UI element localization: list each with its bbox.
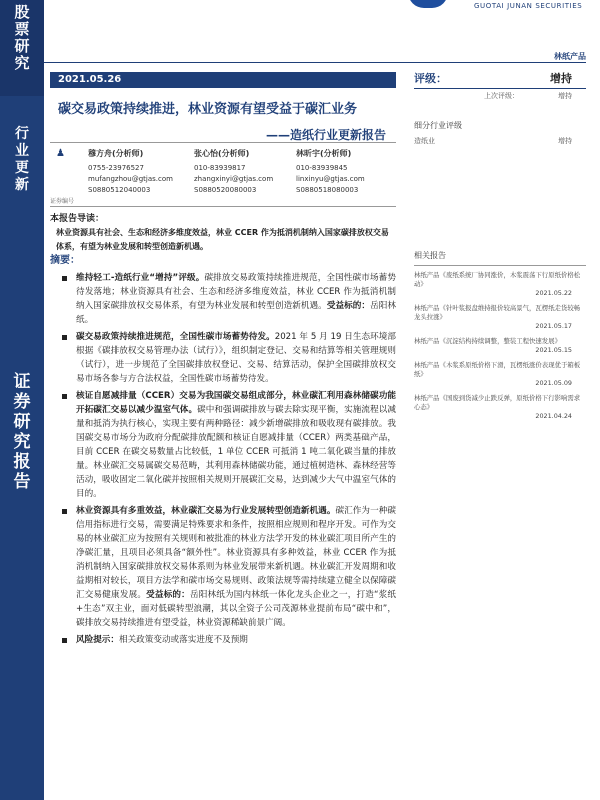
related-report-link[interactable]: 林纸产品《木浆系原纸价格下滑，瓦楞纸涨价表现优于箱板纸》: [414, 361, 581, 378]
sidebar-top-label: 股 票 研 究: [0, 0, 44, 96]
guide-heading: 本报告导读：: [50, 214, 105, 224]
related-heading: 相关报告: [414, 250, 586, 266]
summary-heading: 摘要：: [50, 255, 80, 266]
report-date: 2021.05.26: [50, 72, 396, 88]
previous-rating-label: 上次评级：: [484, 92, 519, 100]
rating-value: 增持: [550, 72, 572, 85]
related-report-date: 2021.04.24: [535, 412, 572, 420]
sidebar-report-type: 行 业 更 新: [15, 126, 29, 193]
sub-industry-heading: 细分行业评级: [414, 121, 462, 130]
rating-divider: [414, 88, 586, 89]
bullet-icon: [62, 335, 67, 340]
related-report-date: 2021.05.15: [535, 346, 572, 354]
header-category: 林纸产品: [554, 52, 586, 61]
bullet-icon: [62, 394, 67, 399]
header-divider: [44, 62, 586, 63]
sidebar-report-label: 证 券 研 究 报 告: [13, 372, 31, 492]
title-divider: [50, 142, 396, 143]
summary-bullet-1: 维持轻工-造纸行业“增持”评级。碳排放交易政策持续推进规范，全国性碳市场蓄势待发落地；林业资源具有社会、生态和经济多维度效益，林业 CCER 作为抵消机制纳入国家碳排放权交易体系，有望为林业发展和转型创造新机遇。受益标的：岳阳林纸。: [50, 271, 396, 327]
summary-bullet-3: 核证自愿减排量（CCER）交易为我国碳交易组成部分，林业碳汇利用森林储碳功能开拓碳汇交易以减少温室气体。碳中和强调碳排放与碳去除实现平衡，实施流程以减量和抵消为执行核心，实现主要有两种路径：减少新增碳排放和吸收现有碳排放。我国碳交易市场分为政府分配碳排放配额和核证自愿减排量（CCER）两类基础产品，目前 CCER 在碳交易数量占比较低，1 单位 CCER 可抵消 1 吨二氧化碳当量的排放量。林业碳汇交易属碳交易范畴，其利用森林储碳功能，通过植树造林、森林经营等活动，吸收固定二氧化碳并按照相关规则开展碳汇交易，达到减少大气中温室气体的目的。: [50, 389, 396, 501]
sub-industry-name: 造纸业: [414, 137, 435, 145]
related-report-link[interactable]: 林纸产品《沉淀结构持续调整，整装工程快速发展》: [414, 337, 561, 345]
analyst-1: 穆方舟(分析师) 0755-23976527 mufangzhou@gtjas.com S0880512040003: [88, 149, 173, 194]
bullet-icon: [62, 638, 67, 643]
related-report-link[interactable]: 林纸产品《针叶浆报盘维持报价较高景气，瓦楞纸走货较畅龙头拉涨》: [414, 304, 581, 321]
analyst-labels: 证券编号: [50, 198, 75, 205]
report-title: 碳交易政策持续推进，林业资源有望受益于碳汇业务: [58, 102, 358, 117]
logo-text: GUOTAI JUNAN SECURITIES: [474, 2, 583, 10]
related-report-date: 2021.05.22: [535, 289, 572, 297]
logo-mark: [408, 0, 448, 8]
related-reports: [414, 250, 586, 427]
summary-bullet-5: 风险提示：相关政策变动或落实进度不及预期: [50, 633, 396, 647]
guide-text: 林业资源具有社会、生态和经济多维度效益，林业 CCER 作为抵消机制纳入国家碳排放权交易体系，有望为林业发展和转型创造新机遇。: [56, 228, 389, 251]
analyst-divider: [50, 206, 396, 207]
bullet-icon: [62, 509, 67, 514]
left-sidebar: [0, 0, 44, 800]
previous-rating-value: 增持: [558, 92, 572, 100]
analyst-3: 林昕宇(分析师) 010-83939845 linxinyu@gtjas.com S0880518080003: [296, 149, 365, 194]
related-report-date: 2021.05.09: [535, 379, 572, 387]
sub-industry-rating: 增持: [558, 137, 572, 145]
bullet-icon: [62, 276, 67, 281]
rating-label: 评级：: [414, 72, 447, 85]
related-report-date: 2021.05.17: [535, 322, 572, 330]
report-body: [50, 212, 396, 647]
summary-bullet-2: 碳交易政策持续推进规范，全国性碳市场蓄势待发。2021 年 5 月 19 日生态环境部根据《碳排放权交易管理办法（试行）》，组织制定登记、交易和结算等相关管理规则（试行），进一步规范了全国碳排放权登记、交易、结算活动，保护全国碳排放权交易市场各参与方合法权益，全国性碳市场蓄势待发。: [50, 330, 396, 386]
related-report-link[interactable]: 林纸产品《国废到货减少止跌反弹，原纸价格下行影响需求心态》: [414, 394, 581, 411]
person-icon: ♟: [56, 148, 65, 159]
summary-bullet-4: 林业资源具有多重效益，林业碳汇交易为行业发展转型创造新机遇。碳汇作为一种碳信用指标进行交易，需要满足特殊要求和条件，按照相应规则和程序开发。可作为交易的林业碳汇应为按照有关规则和被批准的林业方法学开发的林业碳汇项目所产生的净碳汇量，且项目必须具备“额外性”。林业资源具有多种效益，林业 CCER 作为抵消机制纳入国家碳排放权交易体系则为林业发展带来新机遇。林业碳汇开发周期和收益期相对较长，项目方法学和碳市场交易规则、政策法规等需持续建立健全以保障碳汇交易健康发展。受益标的：岳阳林纸为国内林纸一体化龙头企业之一，打造“浆纸+生态”双主业，面对低碳转型浪潮，其以全资子公司茂源林业提前布局“碳中和”，碳排放交易持续推进有望受益，林业资源稀缺前景广阔。: [50, 504, 396, 630]
report-subtitle: ——造纸行业更新报告: [265, 128, 386, 142]
related-report-link[interactable]: 林纸产品《废纸系统厂协同涨价，木浆震荡下行原纸价格松动》: [414, 271, 581, 288]
analyst-2: 张心怡(分析师) 010-83939817 zhangxinyi@gtjas.com S0880520080003: [194, 149, 274, 194]
company-logo: [390, 0, 600, 14]
